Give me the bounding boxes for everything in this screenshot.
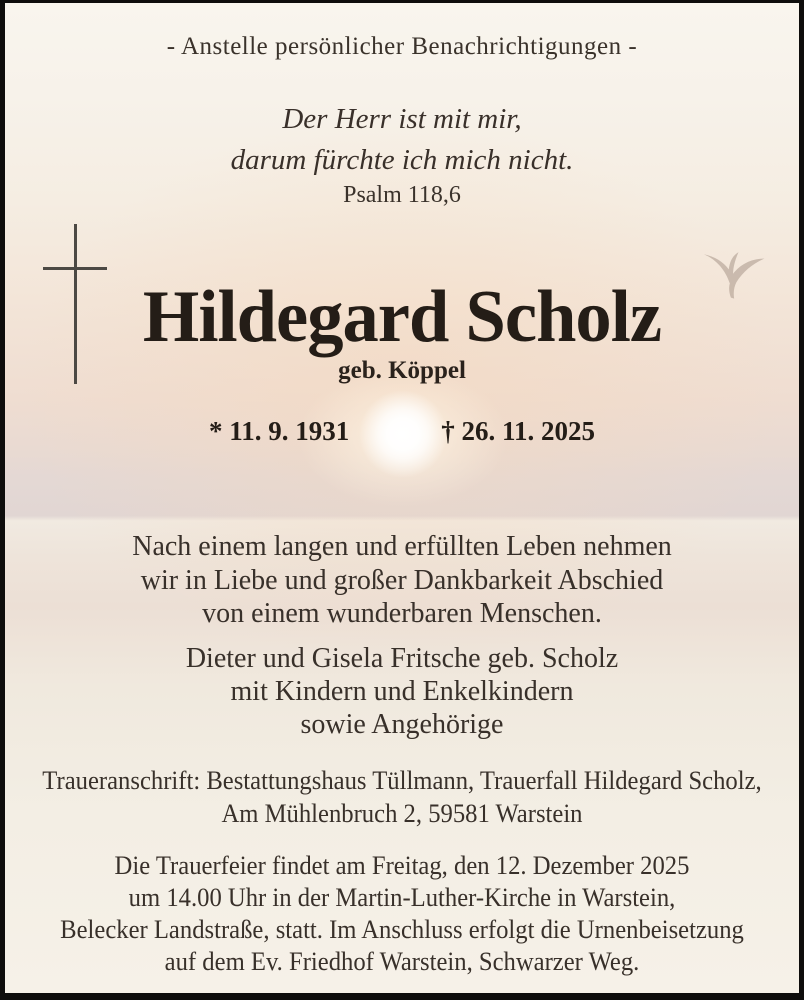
tribute-paragraph (5, 530, 799, 631)
tribute-line-2: wir in Liebe und großer Dankbarkeit Abschied (140, 564, 664, 596)
address-line-1: Traueranschrift: Bestattungshaus Tüllmann, Trauerfall Hildegard Scholz, (42, 765, 762, 795)
mourners-paragraph (5, 642, 799, 741)
address-line-2: Am Mühlenbruch 2, 59581 Warstein (221, 797, 583, 828)
mourners-line-3: sowie Angehörige (300, 709, 504, 740)
preface-text: - Anstelle persönlicher Benachrichtigungen - (166, 33, 638, 60)
tribute-line-1: Nach einem langen und erfüllten Leben nehmen (132, 531, 672, 562)
verse-source: Psalm 118,6 (343, 182, 461, 208)
funeral-address (33, 764, 771, 829)
verse-line-1: Der Herr ist mit mir, (282, 103, 522, 135)
cross-horizontal-bar (43, 267, 107, 270)
mourners-line-1: Dieter und Gisela Fritsche geb. Scholz (185, 643, 619, 674)
service-line-3: Belecker Landstraße, statt. Im Anschluss erfolgt die Urnenbeisetzung (60, 914, 744, 944)
service-details (33, 849, 771, 977)
service-line-2: um 14.00 Uhr in der Martin-Luther-Kirche in Warstein, (128, 882, 676, 912)
death-date: † 26. 11. 2025 (441, 416, 596, 446)
mourners-line-2: mit Kindern und Enkelkindern (230, 676, 574, 707)
verse-line-2: darum fürchte ich mich nicht. (230, 144, 574, 176)
life-dates (5, 416, 799, 447)
service-line-4: auf dem Ev. Friedhof Warstein, Schwarzer Weg. (164, 946, 640, 976)
tribute-line-3: von einem wunderbaren Menschen. (202, 598, 602, 629)
maiden-name: geb. Köppel (338, 357, 466, 384)
deceased-name: Hildegard Scholz (142, 276, 662, 358)
birth-date: * 11. 9. 1931 (208, 416, 350, 446)
scripture-verse (5, 99, 799, 181)
service-line-1: Die Trauerfeier findet am Freitag, den 12. Dezember 2025 (114, 850, 690, 880)
